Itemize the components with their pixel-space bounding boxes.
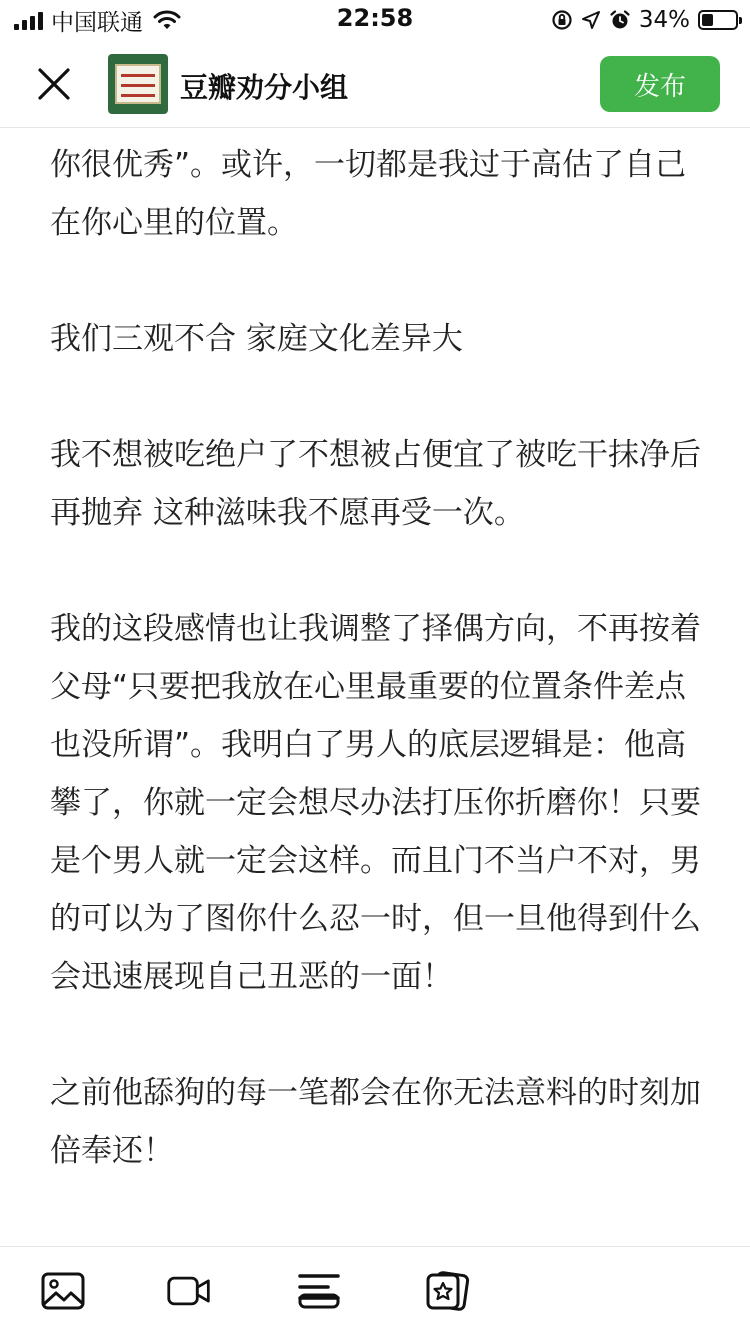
group-avatar[interactable]: [108, 54, 168, 114]
publish-button[interactable]: 发布: [600, 56, 720, 112]
paragraph[interactable]: 我不想被吃绝户了不想被占便宜了被吃干抹净后再抛弃 这种滋味我不愿再受一次。: [50, 437, 701, 531]
close-icon[interactable]: [32, 62, 76, 106]
text-format-icon[interactable]: [296, 1271, 342, 1311]
paragraph[interactable]: 我的这段感情也让我调整了择偶方向，不再按着父母“只要把我放在心里最重要的位置条件差点也没所谓”。我明白了男人的底层逻辑是：他高攀了，你就一定会想尽办法打压你折磨你！只要是个男人就一定会这样。而且门不当户不对，男的可以为了图你什么忍一时，但一旦他得到什么会迅速展现自己丑恶的一面！: [50, 611, 701, 995]
group-avatar-sign: [115, 64, 161, 104]
alarm-icon: [609, 9, 631, 31]
video-icon[interactable]: [166, 1271, 212, 1311]
paragraph[interactable]: 我们三观不合 家庭文化差异大: [50, 321, 463, 357]
paragraph[interactable]: 之前他舔狗的每一笔都会在你无法意料的时刻加倍奉还！: [50, 1075, 701, 1169]
card-star-icon[interactable]: [424, 1271, 470, 1311]
battery-icon: [698, 10, 738, 30]
battery-level: [702, 14, 713, 26]
group-name[interactable]: 豆瓣劝分小组: [180, 71, 349, 104]
rotation-lock-icon: [551, 9, 573, 31]
paragraph[interactable]: 你很优秀”。或许，一切都是我过于高估了自己在你心里的位置。: [50, 147, 687, 241]
status-right: [551, 6, 738, 34]
image-icon[interactable]: [40, 1271, 86, 1311]
editor-toolbar: [0, 1246, 750, 1334]
status-time: 22:58: [336, 4, 414, 32]
location-icon: [581, 10, 601, 30]
nav-bar: [0, 40, 750, 128]
carrier-name: 中国联通: [51, 9, 143, 36]
status-bar: [0, 0, 750, 40]
battery-percent: 34%: [638, 7, 690, 33]
post-editor-content[interactable]: [50, 136, 710, 1238]
